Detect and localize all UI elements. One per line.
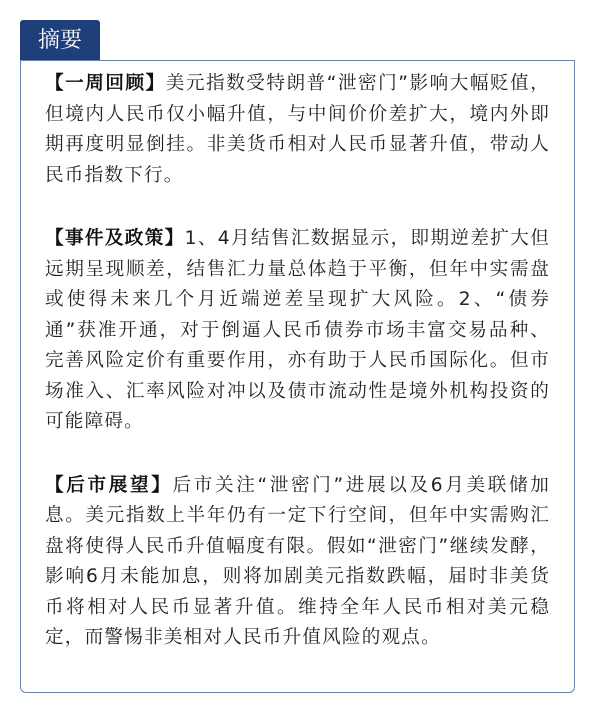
weekly-review-heading: 【一周回顾】 xyxy=(45,73,166,94)
outlook-paragraph xyxy=(45,471,550,654)
summary-tab-title: 摘要 xyxy=(20,20,100,61)
summary-box xyxy=(20,60,575,693)
events-policy-text: 1、4月结售汇数据显示，即期逆差扩大但远期呈现顺差，结售汇力量总体趋于平衡，但年中实需盘或使得未来几个月近端逆差呈现扩大风险。2、“债券通”获准开通，对于倒逼人民币债券市场丰富交易品种、完善风险定价有重要作用，亦有助于人民币国际化。但市场准入、汇率风险对冲以及债市流动性是境外机构投资的可能障碍。 xyxy=(45,228,551,432)
events-policy-paragraph xyxy=(45,224,550,438)
events-policy-heading: 【事件及政策】 xyxy=(45,228,185,249)
weekly-review-text: 美元指数受特朗普“泄密门”影响大幅贬值，但境内人民币仅小幅升值，与中间价价差扩大，境内外即期再度明显倒挂。非美货币相对人民币显著升值，带动人民币指数下行。 xyxy=(45,73,550,186)
weekly-review-paragraph xyxy=(45,69,550,191)
outlook-heading: 【后市展望】 xyxy=(45,474,173,496)
outlook-text: 后市关注“泄密门”进展以及6月美联储加息。美元指数上半年仍有一定下行空间，但年中实需购汇盘将使得人民币升值幅度有限。假如“泄密门”继续发酵，影响6月未能加息，则将加剧美元指数跌幅，届时非美货币将相对人民币显著升值。维持全年人民币相对美元稳定，而警惕非美相对人民币升值风险的观点。 xyxy=(45,474,551,648)
